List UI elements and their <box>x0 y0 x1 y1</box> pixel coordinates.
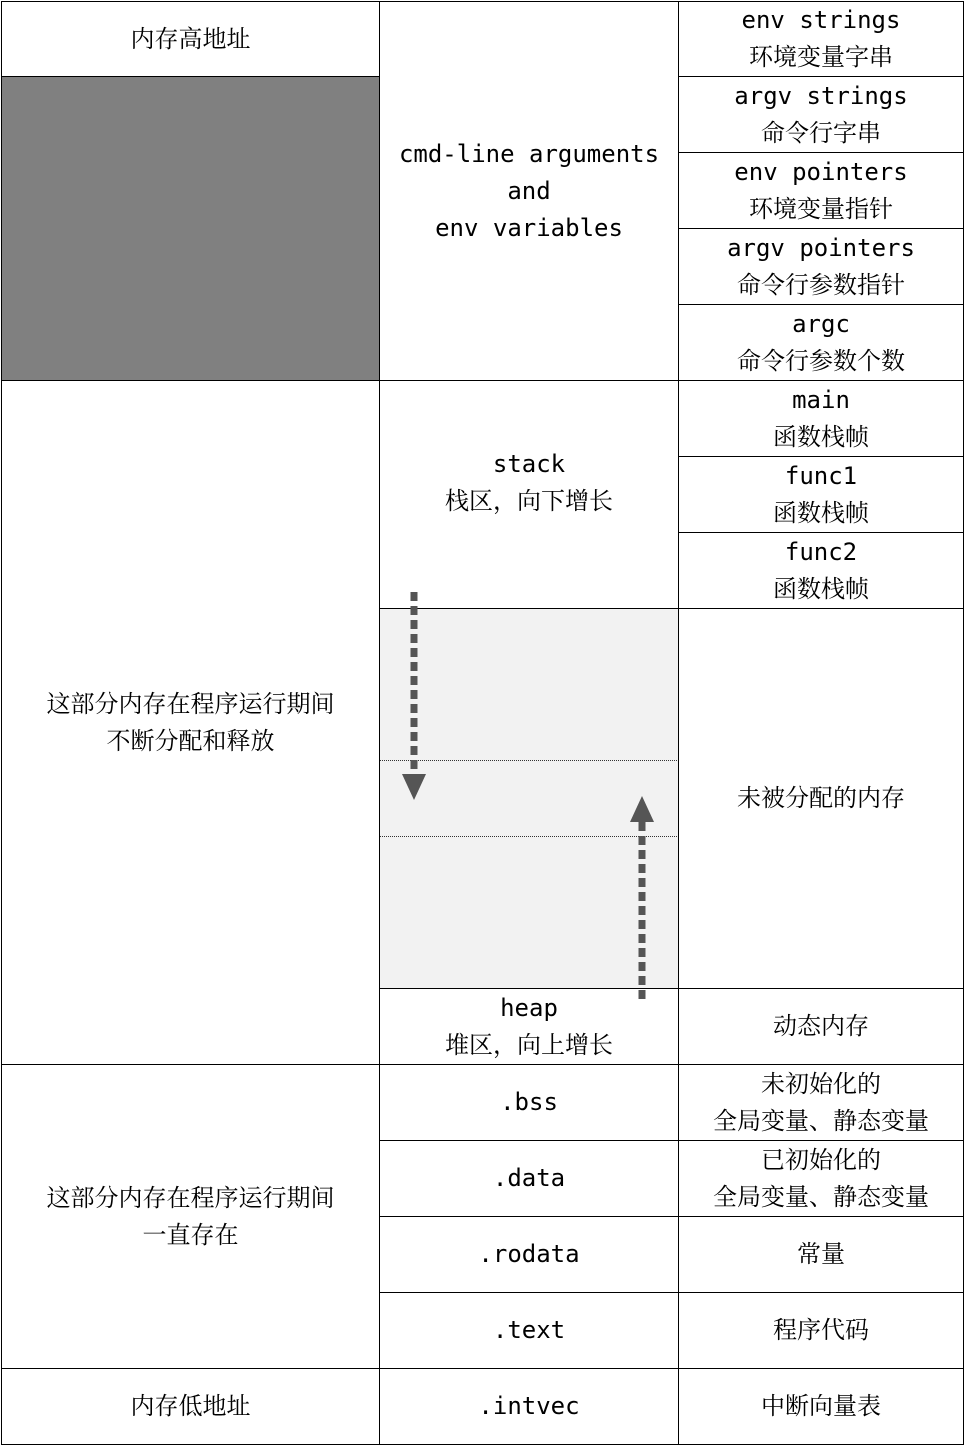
bss-cell <box>379 1064 679 1141</box>
static-region-label-line1: 这部分内存在程序运行期间 <box>46 1183 335 1212</box>
text-desc: 程序代码 <box>773 1316 869 1344</box>
func1-frame-desc: 函数栈帧 <box>773 498 869 527</box>
data-desc-cell <box>678 1140 964 1217</box>
stack-growth-down-arrow-icon <box>396 588 432 804</box>
low-address-label: 内存低地址 <box>130 1392 251 1420</box>
intvec-cell <box>379 1368 679 1445</box>
argv-strings-desc: 命令行字串 <box>761 118 881 147</box>
cmdline-env-cell <box>379 1 679 381</box>
env-pointers-label: env pointers <box>734 157 908 186</box>
rodata-cell <box>379 1216 679 1293</box>
func2-frame-cell <box>678 532 964 609</box>
argv-pointers-desc: 命令行参数指针 <box>737 270 905 299</box>
env-strings-desc: 环境变量字串 <box>749 43 893 71</box>
rodata-desc-cell <box>678 1216 964 1293</box>
func1-frame-cell <box>678 456 964 533</box>
stack-desc: 栈区，向下增长 <box>445 486 613 515</box>
argv-pointers-label: argv pointers <box>727 233 915 262</box>
env-strings-label: env strings <box>741 6 901 34</box>
argv-strings-label: argv strings <box>734 81 908 110</box>
static-region-cell <box>1 1064 380 1369</box>
intvec-label: .intvec <box>478 1392 580 1420</box>
text-cell <box>379 1292 679 1369</box>
dynamic-region-label-line1: 这部分内存在程序运行期间 <box>46 689 335 718</box>
dynamic-region-cell <box>1 380 380 1065</box>
main-frame-desc: 函数栈帧 <box>773 422 869 451</box>
data-desc-line2: 全局变量、静态变量 <box>713 1182 929 1211</box>
main-frame-cell <box>678 380 964 457</box>
env-pointers-desc: 环境变量指针 <box>749 194 893 223</box>
rodata-label: .rodata <box>478 1240 580 1268</box>
stack-label: stack <box>492 449 566 478</box>
env-strings-cell <box>678 1 964 77</box>
reserved-block <box>1 76 380 381</box>
env-pointers-cell <box>678 152 964 229</box>
data-cell <box>379 1140 679 1217</box>
bss-label: .bss <box>500 1088 558 1116</box>
func2-frame-desc: 函数栈帧 <box>773 574 869 603</box>
heap-growth-up-arrow-icon <box>624 794 660 1008</box>
low-address-cell <box>1 1368 380 1445</box>
cmdline-label-line1: cmd-line arguments <box>398 140 660 168</box>
intvec-desc-cell <box>678 1368 964 1445</box>
argv-pointers-cell <box>678 228 964 305</box>
argv-strings-cell <box>678 76 964 153</box>
intvec-desc: 中断向量表 <box>761 1392 881 1420</box>
dynamic-memory-desc: 动态内存 <box>773 1012 869 1040</box>
dynamic-memory-cell <box>678 988 964 1065</box>
argc-label: argc <box>792 309 850 338</box>
high-address-cell <box>1 1 380 77</box>
cmdline-label-line3: env variables <box>435 214 623 242</box>
heap-label: heap <box>500 993 558 1022</box>
text-label: .text <box>492 1316 566 1344</box>
heap-desc: 堆区，向上增长 <box>445 1030 613 1059</box>
data-label: .data <box>492 1164 566 1192</box>
bss-desc-cell <box>678 1064 964 1141</box>
static-region-label-line2: 一直存在 <box>142 1220 239 1249</box>
main-frame-label: main <box>792 385 850 414</box>
data-desc-line1: 已初始化的 <box>761 1145 881 1174</box>
func1-frame-label: func1 <box>784 461 858 490</box>
text-desc-cell <box>678 1292 964 1369</box>
bss-desc-line1: 未初始化的 <box>761 1069 881 1098</box>
func2-frame-label: func2 <box>784 537 858 566</box>
high-address-label: 内存高地址 <box>130 24 251 53</box>
stack-cell <box>379 380 679 609</box>
unallocated-desc: 未被分配的内存 <box>737 784 905 812</box>
dynamic-region-label-line2: 不断分配和释放 <box>106 726 275 755</box>
argc-desc: 命令行参数个数 <box>737 346 905 375</box>
unallocated-desc-cell <box>678 608 964 989</box>
argc-cell <box>678 304 964 381</box>
bss-desc-line2: 全局变量、静态变量 <box>713 1106 929 1135</box>
cmdline-label-line2: and <box>507 177 551 205</box>
rodata-desc: 常量 <box>797 1240 845 1268</box>
